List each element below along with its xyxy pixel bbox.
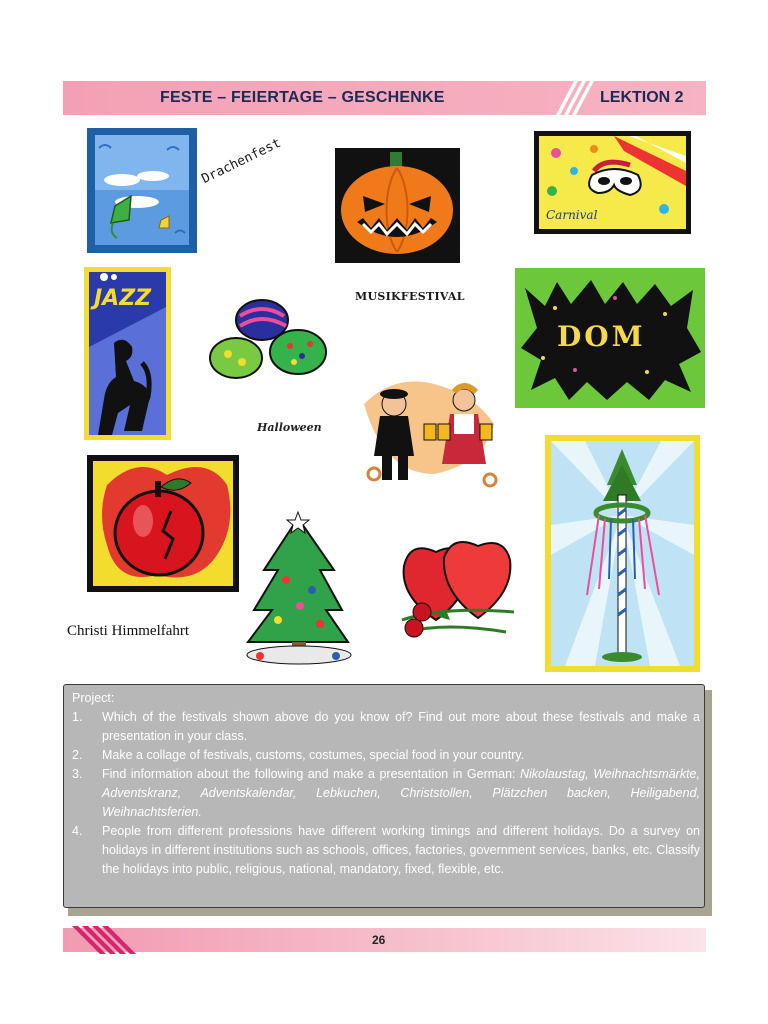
project-content <box>72 689 700 879</box>
ascension-day-caption: Christi Himmelfahrt <box>67 623 190 639</box>
carnival-lettering: Carnival <box>546 208 598 222</box>
lesson-label: LEKTION 2 <box>600 89 684 106</box>
dom-fair-image <box>515 268 705 408</box>
maypole-image <box>545 435 700 672</box>
project-item-text: Make a collage of festivals, customs, costumes, special food in your country. <box>102 748 525 762</box>
project-item-1 <box>72 708 700 746</box>
jazz-lettering: JAZZ <box>94 286 152 311</box>
project-item-2 <box>72 746 700 765</box>
project-item-italic-terms: Nikolaustag, Weihnachtsmärkte, Adventskranz, Adventskalendar, Lebkuchen, Christstollen, Plätzchen backen, Heiligabend, Weihnachtsferien. <box>102 767 700 819</box>
jazz-image <box>84 267 171 440</box>
pumpkin-image <box>335 148 460 263</box>
kite-festival-image <box>87 128 197 253</box>
valentines-image <box>396 536 521 652</box>
apple-image <box>87 455 239 592</box>
project-item-4 <box>72 822 700 879</box>
project-item-number: 3. <box>72 767 83 781</box>
project-heading: Project: <box>72 691 115 705</box>
project-item-text: Find information about the following and make a presentation in German: <box>102 767 520 781</box>
footer-stripes-decoration <box>72 926 142 954</box>
carnival-image <box>534 131 691 234</box>
music-festival-caption: MUSIKFESTIVAL <box>355 290 465 303</box>
dom-lettering: DOM <box>557 320 646 353</box>
project-item-3 <box>72 765 700 822</box>
project-item-text: Which of the festivals shown above do you know of? Find out more about these festivals and make a presentation in your class. <box>102 710 700 743</box>
project-item-number: 2. <box>72 748 83 762</box>
project-item-text: People from different professions have different working timings and different holidays. Do a survey on holidays in different institutions such as schools, offices, factories, government services, banks, etc. Classify the holidays into public, religious, national, mandatory, fixed, flexible, etc. <box>102 824 700 876</box>
project-item-number: 4. <box>72 824 83 838</box>
page-number: 26 <box>372 933 386 947</box>
kite-festival-caption: Drachenfest <box>199 135 284 187</box>
chapter-title: FESTE – FEIERTAGE – GESCHENKE <box>160 89 445 106</box>
halloween-caption: Halloween <box>257 421 322 434</box>
easter-eggs-image <box>206 296 332 386</box>
header-stripes-decoration <box>548 81 598 115</box>
christmas-tree-image <box>242 510 357 665</box>
project-item-number: 1. <box>72 710 83 724</box>
oktoberfest-image <box>354 364 504 494</box>
